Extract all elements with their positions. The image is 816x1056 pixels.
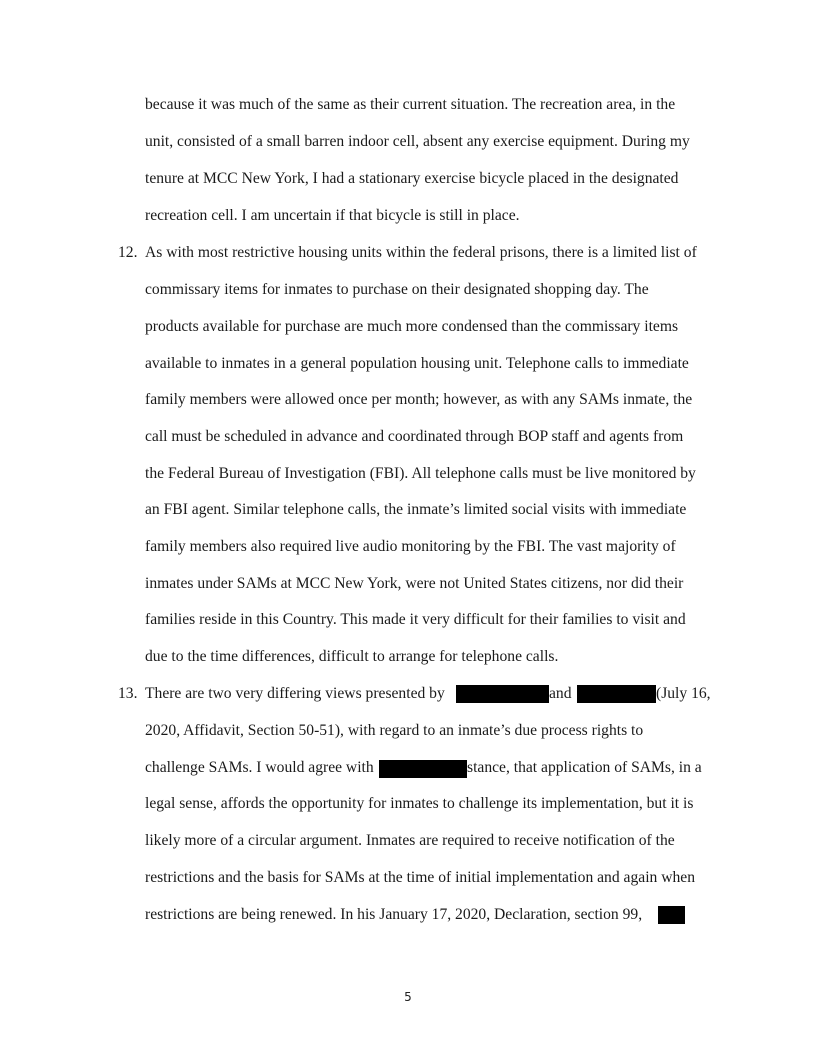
text-line: 2020, Affidavit, Section 50-51), with regard to an inmate’s due process rights to — [145, 722, 644, 739]
redaction-box — [456, 685, 549, 703]
text-line: (July 16, — [656, 685, 711, 702]
text-line: recreation cell. I am uncertain if that bicycle is still in place. — [145, 207, 520, 224]
text-line: likely more of a circular argument. Inmates are required to receive notification of the — [145, 832, 675, 849]
text-line: families reside in this Country. This made it very difficult for their families to visit and — [145, 611, 686, 628]
text-line: due to the time differences, difficult to arrange for telephone calls. — [145, 648, 559, 665]
redaction-box — [577, 685, 656, 703]
text-line: family members were allowed once per month; however, as with any SAMs inmate, the — [145, 391, 693, 408]
text-line: available to inmates in a general population housing unit. Telephone calls to immediate — [145, 355, 689, 372]
text-line: tenure at MCC New York, I had a stationary exercise bicycle placed in the designated — [145, 170, 679, 187]
paragraph-number: 12. — [118, 244, 138, 261]
paragraph-number: 13. — [118, 685, 138, 702]
text-line: challenge SAMs. I would agree with — [145, 759, 374, 776]
text-line: and — [549, 685, 572, 702]
text-line: inmates under SAMs at MCC New York, were not United States citizens, nor did their — [145, 575, 684, 592]
text-line: commissary items for inmates to purchase on their designated shopping day. The — [145, 281, 649, 298]
text-line: the Federal Bureau of Investigation (FBI). All telephone calls must be live monitored by — [145, 465, 696, 482]
text-line: legal sense, affords the opportunity for inmates to challenge its implementation, but it is — [145, 795, 694, 812]
text-line: because it was much of the same as their current situation. The recreation area, in the — [145, 96, 676, 113]
text-line: restrictions are being renewed. In his January 17, 2020, Declaration, section 99, — [145, 906, 643, 923]
text-line: stance, that application of SAMs, in a — [467, 759, 702, 776]
text-line: call must be scheduled in advance and coordinated through BOP staff and agents from — [145, 428, 684, 445]
text-line: restrictions and the basis for SAMs at the time of initial implementation and again when — [145, 869, 695, 886]
text-line: unit, consisted of a small barren indoor cell, absent any exercise equipment. During my — [145, 133, 690, 150]
text-line: an FBI agent. Similar telephone calls, the inmate’s limited social visits with immediate — [145, 501, 687, 518]
text-line: There are two very differing views presented by — [145, 685, 445, 702]
text-line: products available for purchase are much more condensed than the commissary items — [145, 318, 679, 335]
redaction-box — [379, 760, 467, 778]
redaction-box — [658, 906, 685, 924]
text-line: As with most restrictive housing units within the federal prisons, there is a limited list of — [145, 244, 697, 261]
page-number: 5 — [404, 990, 412, 1004]
text-line: family members also required live audio monitoring by the FBI. The vast majority of — [145, 538, 676, 555]
